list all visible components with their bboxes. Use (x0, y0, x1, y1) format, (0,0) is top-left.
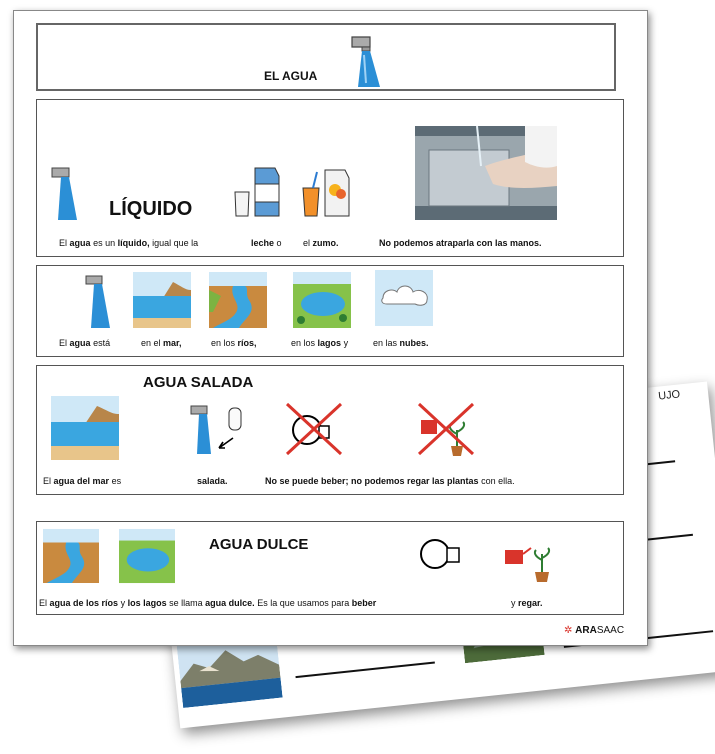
bold-word: zumo. (312, 238, 339, 248)
tap-salt-icon (189, 402, 245, 459)
milk-icon (233, 164, 283, 225)
text: y (120, 598, 126, 608)
bold-word: agua (69, 338, 91, 348)
text: igual que la (152, 238, 199, 248)
juice-label (303, 238, 339, 248)
text: es (111, 476, 122, 486)
lake-label (291, 338, 348, 348)
cloud-label (373, 338, 429, 348)
bold-word: agua de los ríos (49, 598, 119, 608)
text: El (59, 238, 68, 248)
bold-word: los lagos (127, 598, 167, 608)
text: el (303, 238, 311, 248)
bold-word: leche (251, 238, 275, 248)
bold-word: líquido, (117, 238, 150, 248)
bold-word: regar. (518, 598, 543, 608)
hands-water-photo (415, 126, 557, 225)
sea-icon (133, 272, 191, 333)
bold-word: agua del mar (53, 476, 110, 486)
back-title-fragment: UJO (657, 388, 681, 403)
sea-icon (51, 396, 119, 465)
liquid-heading: LÍQUIDO (109, 198, 193, 220)
sea-label (141, 338, 182, 348)
cloud-icon (375, 270, 433, 331)
bold-word: agua dulce. (205, 598, 255, 608)
text: o (276, 238, 282, 248)
tap-water-icon (51, 164, 79, 225)
cannot-drink-label (265, 476, 515, 486)
bold-word: salada. (197, 476, 228, 486)
bold-word: mar, (163, 338, 182, 348)
section-fresh-water (36, 521, 624, 615)
river-label (211, 338, 257, 348)
river-icon (209, 272, 267, 333)
logo-mark-icon: ✲ (564, 625, 573, 636)
fresh-sentence (39, 598, 376, 608)
bold-word: beber (351, 598, 377, 608)
salty-label (197, 476, 228, 486)
text: en los (211, 338, 236, 348)
tap-water-icon (85, 272, 111, 333)
bold-word: nubes. (399, 338, 429, 348)
drink-icon (417, 532, 467, 583)
section-salt-water (36, 365, 624, 495)
text: es un (93, 238, 116, 248)
tap-water-icon (350, 33, 382, 92)
bold-word: ríos, (237, 338, 257, 348)
text: en el (141, 338, 161, 348)
text: Es la que usamos para (257, 598, 350, 608)
worksheet-page (13, 10, 648, 646)
page-title: EL AGUA (264, 69, 318, 83)
text: se llama (169, 598, 203, 608)
logo-text: SAAC (596, 625, 625, 636)
fresh-water-heading: AGUA DULCE (209, 536, 309, 553)
text: está (93, 338, 111, 348)
water-plants-icon (501, 526, 557, 589)
no-water-plants-icon (415, 400, 477, 463)
arasaac-logo (564, 625, 624, 636)
section-places (36, 265, 624, 357)
section-liquid (36, 99, 624, 257)
bold-word: agua (69, 238, 91, 248)
logo-text: ARA (575, 625, 597, 636)
water-label (511, 598, 543, 608)
bold-word: lagos (317, 338, 342, 348)
liquid-sentence (59, 238, 198, 248)
river-icon (43, 528, 99, 589)
text: con ella. (481, 476, 515, 486)
hands-label: No podemos atraparla con las manos. (379, 238, 542, 248)
places-intro (59, 338, 110, 348)
lake-icon (293, 272, 351, 333)
text: y (343, 338, 349, 348)
salt-water-heading: AGUA SALADA (143, 374, 254, 391)
bold-word: No se puede beber; no podemos regar las plantas (265, 476, 479, 486)
answer-line (295, 661, 434, 678)
text: y (511, 598, 516, 608)
text: El (39, 598, 48, 608)
lake-icon (119, 528, 175, 589)
salt-intro (43, 476, 121, 486)
milk-label (251, 238, 282, 248)
text: El (43, 476, 52, 486)
no-drink-icon (283, 400, 345, 463)
juice-icon (299, 164, 351, 225)
text: en los (291, 338, 316, 348)
text: en las (373, 338, 398, 348)
text: El (59, 338, 68, 348)
title-box (36, 23, 616, 91)
